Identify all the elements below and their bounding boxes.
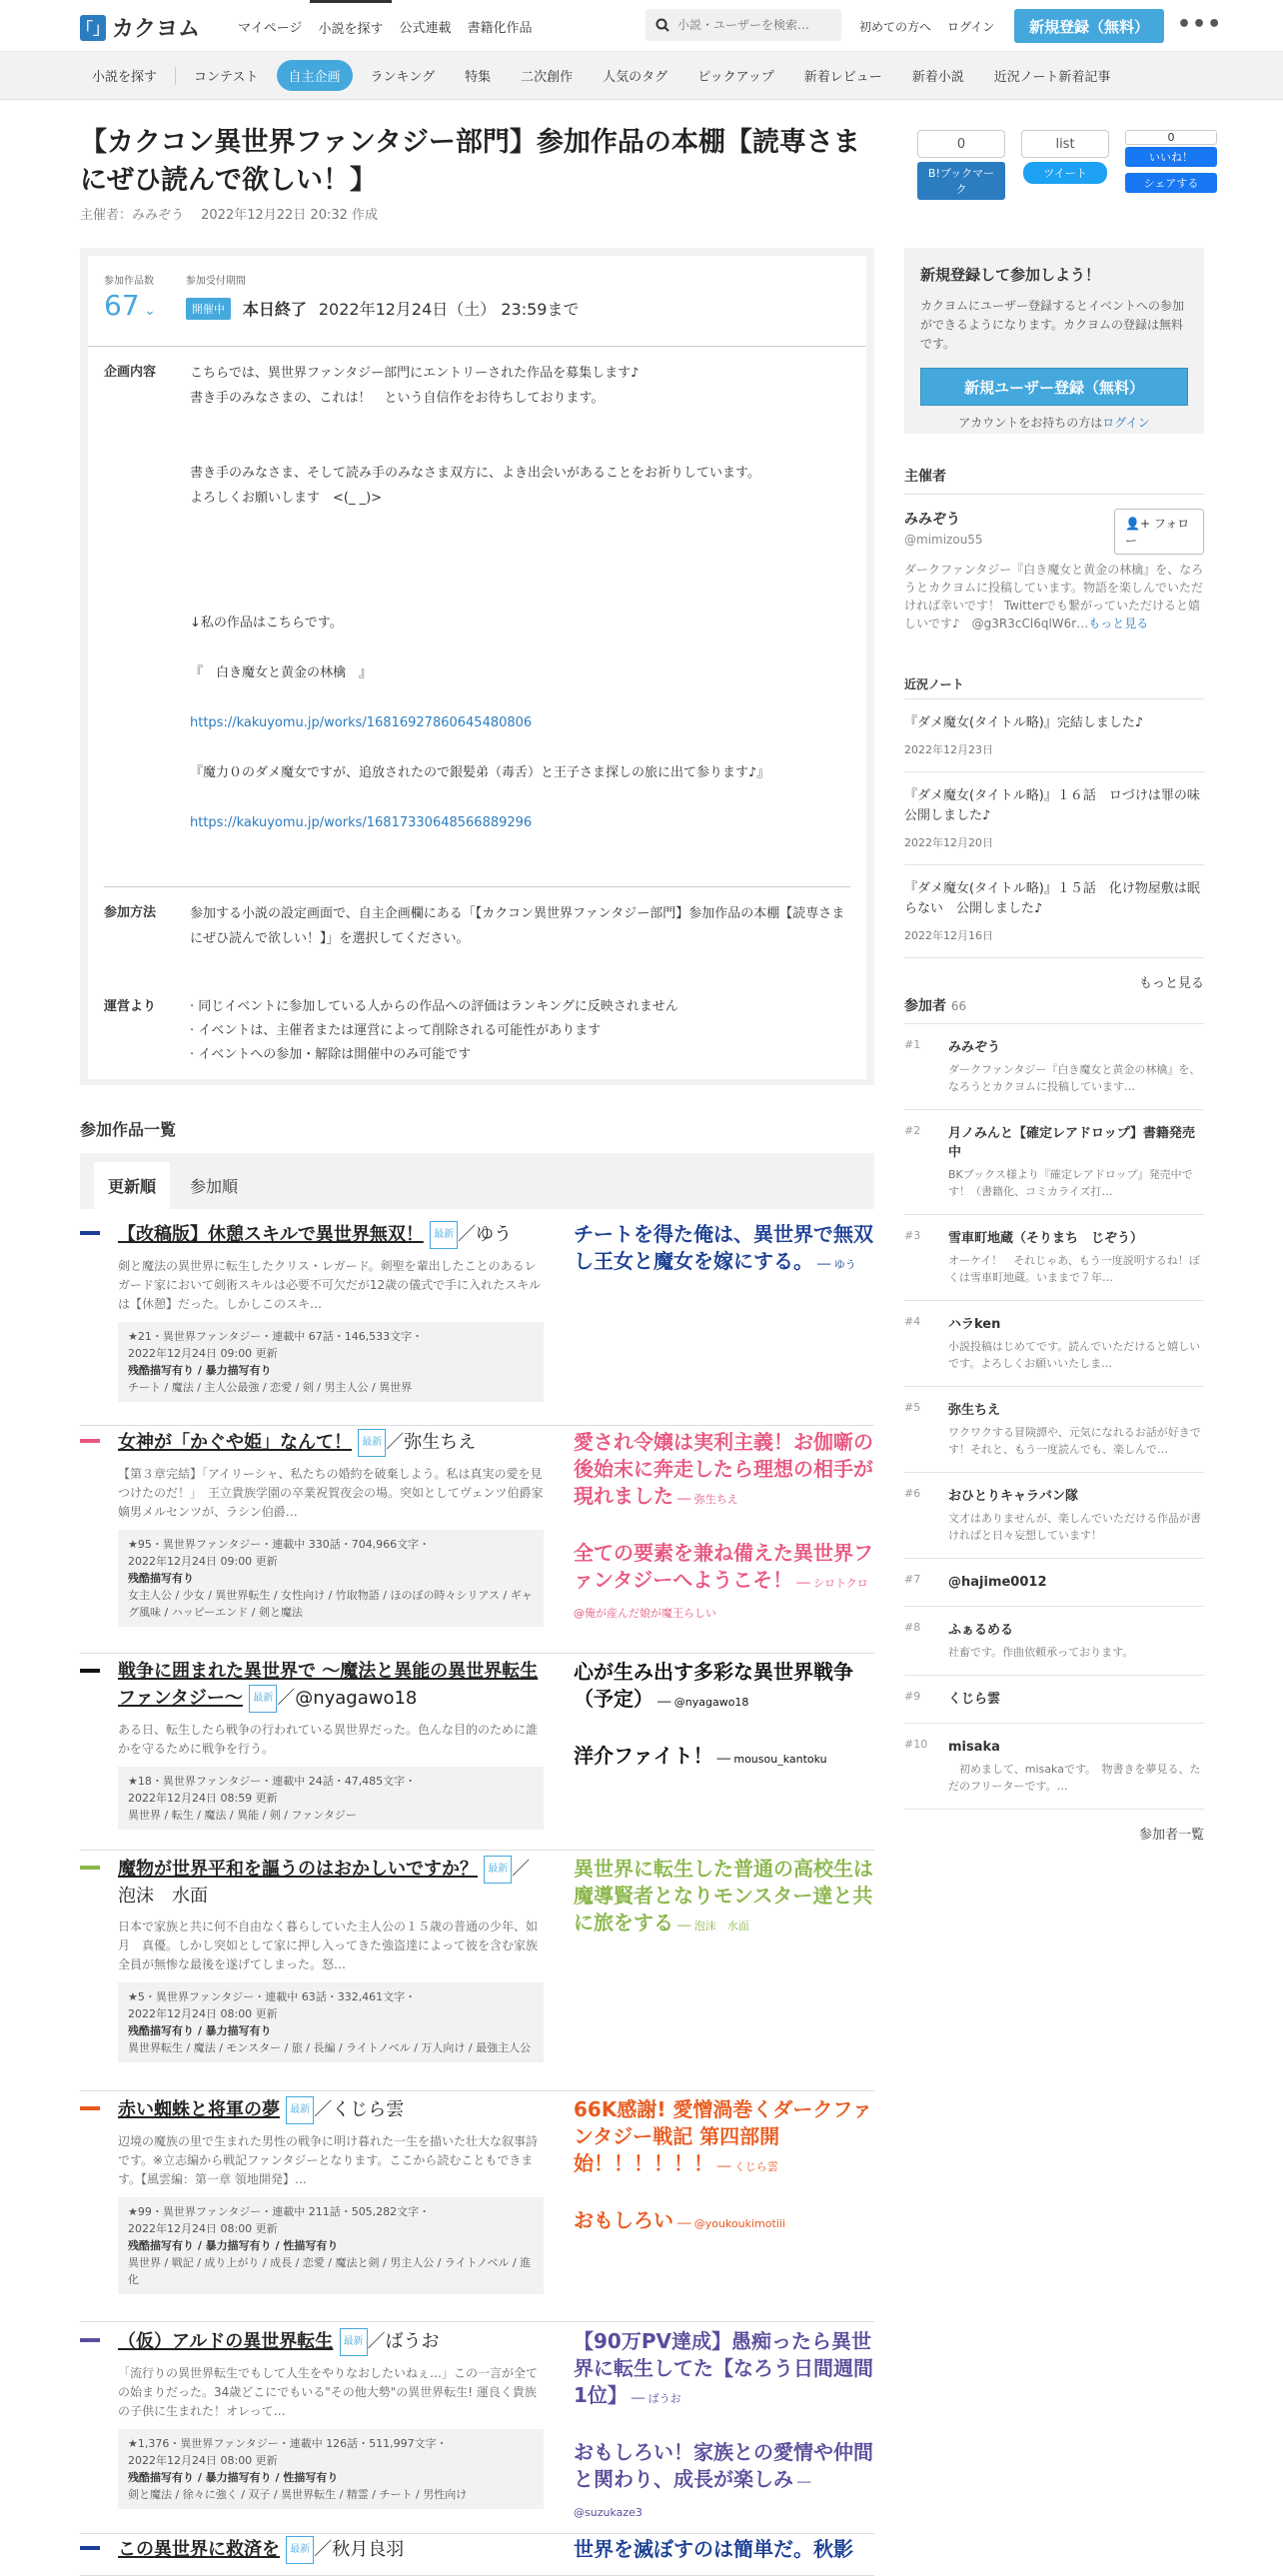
participant-name[interactable]: @hajime0012 bbox=[948, 1575, 1047, 1590]
end-title: 本日終了 bbox=[242, 300, 307, 319]
content-line: こちらでは、異世界ファンタジー部門にエントリーされた作品を募集します♪ bbox=[190, 366, 640, 381]
participants-heading: 参加者 bbox=[904, 998, 946, 1014]
period-label: 参加受付期間 bbox=[185, 276, 246, 287]
content-line: 『 白き魔女と黄金の林檎 』 bbox=[190, 665, 373, 680]
work-color-bar bbox=[80, 1669, 100, 1673]
join-register-button[interactable]: 新規ユーザー登録（無料） bbox=[920, 368, 1188, 406]
work-tags[interactable]: チート / 魔法 / 主人公最強 / 恋愛 / 剣 / 男主人公 / 異世界 bbox=[128, 1381, 413, 1394]
subnav-user-events[interactable]: 自主企画 bbox=[277, 60, 353, 91]
work-stats: ★1,376・異世界ファンタジー・連載中 126話・511,997文字・ bbox=[128, 2437, 448, 2450]
catchphrase[interactable]: 【90万PV達成】愚痴ったら異世界に転生してた【なろう日間週間1位】 ── ばうお bbox=[574, 2329, 873, 2407]
participant-item[interactable] bbox=[904, 1024, 1204, 1110]
content-line bbox=[190, 436, 769, 461]
catchphrase[interactable]: 心が生み出す多彩な異世界戦争（予定） ── @nyagawo18 bbox=[574, 1660, 853, 1711]
ops-section bbox=[88, 981, 866, 1079]
new-badge: 最新 bbox=[286, 2096, 314, 2124]
participant-rank: #6 bbox=[904, 1487, 921, 1500]
sub-nav bbox=[0, 52, 1283, 100]
nav-books[interactable]: 書籍化作品 bbox=[467, 20, 533, 36]
work-author[interactable]: ／くじら雲 bbox=[314, 2099, 405, 2120]
work-meta bbox=[118, 1530, 544, 1627]
hatena-bookmark-button[interactable]: B!ブックマーク bbox=[917, 162, 1005, 200]
search-input[interactable] bbox=[677, 18, 827, 32]
work-description: 日本で家族と共に何不自由なく暮らしていた主人公の１５歳の普通の少年、如月 真優。しかし突如として家に押し入ってきた強盗達によって彼を含む家族全員が無惨な最後を遂げてしまった。怒… bbox=[118, 1920, 539, 1971]
content-line: ↓私の作品はこちらです。 bbox=[190, 616, 343, 631]
work-stats: ★95・異世界ファンタジー・連載中 330話・704,966文字・ bbox=[128, 1538, 431, 1551]
work-description: 剣と魔法の異世界に転生したクリス・レガード。剣聖を輩出したことのあるレガード家において剣術スキルは必要不可欠だが12歳の儀式で手に入れたスキルは【休憩】だった。しかしこのスキ… bbox=[118, 1259, 542, 1311]
participant-name[interactable]: misaka bbox=[948, 1740, 1000, 1755]
subnav-tags[interactable]: 人気のタグ bbox=[603, 70, 668, 85]
participant-item[interactable] bbox=[904, 1387, 1204, 1473]
event-detail-box bbox=[80, 248, 874, 1085]
subnav-fanfic[interactable]: 二次創作 bbox=[521, 70, 574, 85]
work-warnings: 残酷描写有り / 暴力描写有り / 性描写有り bbox=[128, 2471, 339, 2484]
subnav-contest[interactable]: コンテスト bbox=[194, 70, 259, 85]
organizer-section bbox=[904, 466, 1204, 658]
catchphrase[interactable]: 異世界に転生した普通の高校生は魔導賢者となりモンスター達と共に旅をする ── 泡沫 水面 bbox=[574, 1857, 873, 1934]
work-tags[interactable]: 女主人公 / 少女 / 異世界転生 / 女性向け / 竹取物語 / ほのぼの時々シリアス / ギャグ風味 / ハッピーエンド / 剣と魔法 bbox=[128, 1589, 533, 1619]
fb-count: 0 bbox=[1125, 130, 1217, 145]
work-stats: ★99・異世界ファンタジー・連載中 211話・505,282文字・ bbox=[128, 2205, 431, 2218]
join-title: 新規登録して参加しよう！ bbox=[920, 266, 1101, 284]
work-updated: 2022年12月24日 08:00 更新 bbox=[128, 2454, 278, 2467]
note-item[interactable] bbox=[904, 772, 1213, 865]
work-warnings: 残酷描写有り bbox=[128, 1572, 194, 1585]
ops-item: · 同じイベントに参加している人からの作品への評価はランキングに反映されません bbox=[190, 999, 678, 1014]
work-warnings: 残酷描写有り / 暴力描写有り bbox=[128, 2024, 272, 2037]
new-badge: 最新 bbox=[286, 2536, 314, 2564]
work-warnings: 残酷描写有り / 暴力描写有り / 性描写有り bbox=[128, 2239, 339, 2252]
work-author[interactable]: ／秋月良羽 bbox=[314, 2539, 405, 2560]
works-list-title: 参加作品一覧 bbox=[80, 1120, 177, 1139]
content-line bbox=[190, 511, 769, 536]
work-tags[interactable]: 異世界転生 / 魔法 / モンスター / 旅 / 長編 / ライトノベル / 万人向け / 最強主人公 bbox=[128, 2041, 532, 2054]
catchphrase[interactable]: 全ての要素を兼ね備えた異世界ファンタジーへようこそ！ ── シロトクロ@俺が産んだ娘が魔王らしい bbox=[574, 1541, 873, 1620]
work-stats: ★21・異世界ファンタジー・連載中 67話・146,533文字・ bbox=[128, 1330, 424, 1343]
search-box[interactable] bbox=[645, 9, 841, 41]
subnav-divider bbox=[175, 67, 176, 85]
participant-rank: #3 bbox=[904, 1229, 921, 1242]
participant-item[interactable] bbox=[904, 1301, 1204, 1387]
work-item bbox=[80, 2536, 874, 2576]
new-badge: 最新 bbox=[358, 1429, 386, 1457]
subnav-find[interactable]: 小説を探す bbox=[92, 70, 158, 85]
work-updated: 2022年12月24日 09:00 更新 bbox=[128, 1555, 278, 1568]
notes-section bbox=[904, 675, 1213, 991]
participant-name[interactable]: ハラken bbox=[948, 1317, 1001, 1332]
work-item bbox=[80, 1659, 874, 1851]
participant-desc: 社畜です。作曲依頼承っております。 bbox=[948, 1646, 1134, 1659]
work-color-bar bbox=[80, 1231, 100, 1235]
participant-name[interactable]: 弥生ちえ bbox=[948, 1403, 1001, 1418]
work-description: ある日、転生したら戦争の行われている異世界だった。色んな目的のために誰かを守るために戦争を行う。 bbox=[118, 1723, 539, 1756]
count-label: 参加作品数 bbox=[104, 276, 154, 287]
work-author[interactable]: ／泡沫 水面 bbox=[118, 1859, 531, 1907]
participant-rank: #4 bbox=[904, 1315, 921, 1328]
content-link[interactable]: https://kakuyomu.jp/works/16816927860645480806 bbox=[190, 715, 533, 730]
follow-button[interactable]: 👤+ フォロー bbox=[1114, 509, 1204, 555]
login-link[interactable]: ログイン bbox=[947, 19, 995, 34]
social-buttons bbox=[917, 130, 1217, 200]
participant-desc: 初めまして、misakaです。 物書きを夢見る、ただのフリーターです。… bbox=[948, 1763, 1201, 1793]
note-item[interactable] bbox=[904, 699, 1204, 772]
list-count: list bbox=[1021, 130, 1109, 158]
participant-rank: #2 bbox=[904, 1124, 921, 1137]
nav-mypage[interactable]: マイページ bbox=[238, 20, 303, 36]
participants-list-link[interactable]: 参加者一覧 bbox=[1138, 1828, 1204, 1843]
organizer-name[interactable]: みみぞう bbox=[904, 512, 960, 528]
note-date: 2022年12月16日 bbox=[904, 929, 993, 942]
new-badge: 最新 bbox=[249, 1685, 277, 1713]
participant-rank: #8 bbox=[904, 1621, 921, 1634]
event-meta: 主催者：みみぞう 2022年12月22日 20:32 作成 bbox=[80, 208, 379, 223]
logo-text: カクヨム bbox=[112, 17, 201, 42]
organizer-heading: 主催者 bbox=[904, 466, 1204, 495]
notes-more-link[interactable]: もっと見る bbox=[1138, 976, 1204, 991]
works-tabs bbox=[80, 1153, 874, 1209]
participant-item[interactable] bbox=[904, 1215, 1204, 1301]
join-box bbox=[904, 248, 1204, 434]
login-prompt: アカウントをお持ちの方は bbox=[958, 416, 1103, 430]
work-color-bar bbox=[80, 2338, 100, 2342]
fb-share-button[interactable]: シェアする bbox=[1125, 173, 1217, 193]
new-badge: 最新 bbox=[430, 1221, 458, 1249]
participant-rank: #5 bbox=[904, 1401, 921, 1414]
catchphrase[interactable]: 世界を滅ぼすのは簡単だ。秋影 bbox=[574, 2537, 853, 2561]
participant-desc: ダークファンタジー『白き魔女と黄金の林檎』を、なろうとカクヨムに投稿しています… bbox=[948, 1063, 1201, 1093]
work-stats: ★18・異世界ファンタジー・連載中 24話・47,485文字・ bbox=[128, 1775, 417, 1788]
participant-item[interactable] bbox=[904, 1110, 1204, 1215]
global-header bbox=[0, 0, 1283, 52]
subnav-pickup[interactable]: ピックアップ bbox=[697, 70, 774, 85]
end-date: 2022年12月24日（土） 23:59まで bbox=[318, 300, 580, 319]
note-title[interactable]: 『ダメ魔女(タイトル略)』１５話 化け物屋敷は眠らない 公開しました♪ bbox=[904, 881, 1200, 916]
participant-item[interactable] bbox=[904, 1473, 1204, 1559]
work-item bbox=[80, 2096, 874, 2322]
work-tags[interactable]: 異世界 / 戦記 / 成り上がり / 成長 / 恋愛 / 魔法と剣 / 男主人公 / ライトノベル / 進化 bbox=[128, 2256, 532, 2286]
chevron-down-icon: ⌄ bbox=[139, 303, 156, 319]
work-title-link[interactable]: この異世界に救済を bbox=[118, 2539, 280, 2560]
content-link[interactable]: https://kakuyomu.jp/works/16817330648566889296 bbox=[190, 815, 533, 830]
work-meta bbox=[118, 2429, 544, 2509]
participant-item[interactable] bbox=[904, 1676, 1204, 1724]
work-item bbox=[80, 1221, 874, 1426]
tab-updated[interactable]: 更新順 bbox=[94, 1162, 170, 1209]
participant-name[interactable]: おひとりキャラバン隊 bbox=[948, 1489, 1079, 1504]
content-body bbox=[190, 361, 769, 872]
subnav-new-reviews[interactable]: 新着レビュー bbox=[803, 70, 882, 85]
work-tags[interactable]: 異世界 / 転生 / 魔法 / 異能 / 剣 / ファンタジー bbox=[128, 1809, 357, 1822]
fb-like-button[interactable]: いいね！ bbox=[1125, 147, 1217, 167]
join-login-link[interactable]: ログイン bbox=[1102, 416, 1150, 430]
more-menu-icon[interactable]: ••• bbox=[1177, 12, 1223, 37]
work-item bbox=[80, 1429, 874, 1654]
organizer-id: @mimizou55 bbox=[904, 533, 983, 547]
organizer-more-link[interactable]: もっと見る bbox=[1088, 617, 1149, 631]
participant-item[interactable] bbox=[904, 1607, 1204, 1676]
catchphrase[interactable]: 洋介ファイト！ ── mousou_kantoku bbox=[574, 1744, 827, 1768]
work-title-link[interactable]: 魔物が世界平和を謳うのはおかしいですか？ bbox=[118, 1859, 478, 1880]
participant-name[interactable]: 雪車町地蔵（そりまち じぞう） bbox=[948, 1231, 1144, 1246]
work-title-link[interactable]: 女神が「かぐや姫」なんて！ bbox=[118, 1432, 352, 1453]
content-line bbox=[190, 636, 769, 660]
global-nav bbox=[230, 0, 541, 52]
catchphrase[interactable]: 66K感謝! 愛憎渦巻くダークファンタジー戦記 第四部開始！！！！！！ ── くじら雲 bbox=[574, 2097, 873, 2175]
content-line bbox=[190, 785, 769, 810]
content-line bbox=[190, 411, 769, 436]
nav-find-novels[interactable]: 小説を探す bbox=[310, 0, 391, 52]
participant-name[interactable]: 月ノみんと【確定レアドロップ】書籍発売中 bbox=[948, 1126, 1195, 1160]
work-updated: 2022年12月24日 09:00 更新 bbox=[128, 1347, 278, 1360]
participant-rank: #1 bbox=[904, 1038, 921, 1051]
method-body: 参加する小説の設定画面で、自主企画欄にある「【カクコン異世界ファンタジー部門】参加作品の本棚【読専さまにぜひ読んで欲しい！】」を選択してください。 bbox=[190, 906, 845, 946]
work-meta bbox=[118, 1322, 544, 1402]
participant-name[interactable]: みみぞう bbox=[948, 1040, 1001, 1055]
work-meta bbox=[118, 1767, 544, 1830]
note-date: 2022年12月20日 bbox=[904, 836, 993, 849]
new-badge: 最新 bbox=[340, 2328, 368, 2356]
work-updated: 2022年12月24日 08:59 更新 bbox=[128, 1792, 278, 1805]
participant-desc: ワクワクする冒険譚や、元気になれるお話が好きです！それと、もう一度読んでも、楽しんで… bbox=[948, 1426, 1201, 1456]
work-meta bbox=[118, 1982, 544, 2062]
work-item bbox=[80, 1856, 874, 2091]
person-add-icon: 👤+ bbox=[1125, 517, 1150, 531]
subnav-features[interactable]: 特集 bbox=[465, 70, 492, 85]
content-label: 企画内容 bbox=[104, 365, 157, 380]
ops-item: · イベントへの参加・解除は開催中のみ可能です bbox=[190, 1047, 472, 1062]
work-description: 「流行りの異世界転生でもして人生をやりなおしたいねぇ…」この一言が全ての始まりだった。34歳どこにでもいる"その他大勢"の異世界転生! 運良く貴族の子供に生まれた！オレって… bbox=[118, 2366, 539, 2418]
tweet-button[interactable]: ツイート bbox=[1023, 162, 1107, 184]
participant-desc: オーケイ！ それじゃあ、もう一度説明するね！ぼくは雪車町地蔵。いままで７年… bbox=[948, 1254, 1200, 1284]
organizer-desc: ダークファンタジー『白き魔女と黄金の林檎』を、なろうとカクヨムに投稿しています。物語を楽しんでいただければ幸いです！ Twitterでも繋がっていただけると嬉しいです♪ @g3R3cCl6qlW6r…もっと見る bbox=[904, 563, 1204, 631]
catchphrase[interactable]: チートを得た俺は、異世界で無双し王女と魔女を嫁にする。 ── ゆう bbox=[574, 1222, 873, 1273]
content-line bbox=[190, 586, 769, 611]
content-line: 書き手のみなさまの、これは！ という自信作をお待ちしております。 bbox=[190, 391, 605, 406]
content-line bbox=[190, 685, 769, 710]
content-line bbox=[190, 536, 769, 561]
logo-mark: 「」 bbox=[80, 15, 106, 41]
work-warnings: 残酷描写有り / 暴力描写有り bbox=[128, 1364, 272, 1377]
entry-count[interactable]: 67 ⌄ bbox=[104, 289, 156, 322]
note-date: 2022年12月23日 bbox=[904, 743, 993, 756]
page-title: 【カクコン異世界ファンタジー部門】参加作品の本棚【読専さまにぜひ読んで欲しい！】 bbox=[80, 127, 860, 196]
participant-desc: 小説投稿はじめてです。読んでいただけると嬉しいです。よろしくお願いいたしま… bbox=[948, 1340, 1201, 1370]
work-title-link[interactable]: 赤い蜘蛛と将軍の夢 bbox=[118, 2099, 280, 2120]
search-icon bbox=[655, 18, 669, 32]
work-tags[interactable]: 剣と魔法 / 徐々に強く / 双子 / 異世界転生 / 精霊 / チート / 男性向け bbox=[128, 2488, 468, 2501]
participant-name[interactable]: くじら雲 bbox=[948, 1692, 1001, 1707]
work-title-link[interactable]: 【改稿版】休憩スキルで異世界無双！ bbox=[118, 1224, 424, 1245]
work-author[interactable]: ／弥生ちえ bbox=[386, 1432, 477, 1453]
work-color-bar bbox=[80, 2546, 100, 2550]
register-button[interactable]: 新規登録（無料） bbox=[1014, 9, 1164, 43]
new-badge: 最新 bbox=[484, 1856, 512, 1884]
participant-rank: #9 bbox=[904, 1690, 921, 1703]
work-stats: ★5・異世界ファンタジー・連載中 63話・332,461文字・ bbox=[128, 1990, 417, 2003]
work-description: 【第３章完結】「アイリーシャ、私たちの婚約を破棄しよう。私は真実の愛を見つけたのだ！」 王立貴族学園の卒業祝賀夜会の場。突如としてヴェンツ伯爵家嫡男メルセンツが、ラシン伯爵… bbox=[118, 1467, 544, 1519]
tab-joined[interactable]: 参加順 bbox=[190, 1177, 239, 1196]
work-item bbox=[80, 2328, 874, 2534]
status-badge: 開催中 bbox=[186, 298, 231, 320]
participant-item[interactable] bbox=[904, 1724, 1204, 1810]
participants-section bbox=[904, 995, 1204, 1843]
content-line bbox=[190, 735, 769, 760]
participant-desc: BKブックス様より『確定レアドロップ』発売中です！（書籍化、コミカライズ打… bbox=[948, 1168, 1193, 1198]
note-title[interactable]: 『ダメ魔女(タイトル略)』完結しました♪ bbox=[904, 715, 1144, 730]
work-updated: 2022年12月24日 08:00 更新 bbox=[128, 2007, 278, 2020]
subnav-ranking[interactable]: ランキング bbox=[370, 70, 436, 85]
participant-item[interactable] bbox=[904, 1559, 1204, 1607]
participants-count: 66 bbox=[950, 999, 967, 1013]
catchphrase[interactable]: 愛され令嬢は実利主義！お伽噺の後始末に奔走したら理想の相手が現れました ── 弥生ちえ bbox=[574, 1430, 873, 1508]
work-author[interactable]: ／ゆう bbox=[458, 1224, 513, 1245]
note-item[interactable] bbox=[904, 865, 1204, 958]
work-title-link[interactable]: （仮）アルドの異世界転生 bbox=[118, 2331, 334, 2352]
participant-rank: #7 bbox=[904, 1573, 921, 1586]
content-line: 書き手のみなさま、そして読み手のみなさま双方に、よき出会いがあることをお祈りしています。 bbox=[190, 466, 760, 481]
nav-official-series[interactable]: 公式連載 bbox=[399, 20, 452, 36]
join-desc: カクヨムにユーザー登録するとイベントへの参加ができるようになります。カクヨムの登録は無料です。 bbox=[920, 299, 1185, 351]
work-author[interactable]: ／@nyagawo18 bbox=[277, 1688, 418, 1709]
method-label: 参加方法 bbox=[104, 905, 157, 920]
work-description: 辺境の魔族の里で生まれた男性の戦争に明け暮れた一生を描いた壮大な叙事詩です。※立志編から戦記ファンタジーとなります。ここから読むこともできます。【風雲編：第一章 領地開発】… bbox=[118, 2134, 539, 2186]
work-color-bar bbox=[80, 1866, 100, 1870]
participant-name[interactable]: ふぁるめる bbox=[948, 1623, 1014, 1638]
work-author[interactable]: ／ばうお bbox=[367, 2331, 440, 2352]
subnav-new-notes[interactable]: 近況ノート新着記事 bbox=[993, 70, 1111, 85]
content-line bbox=[190, 561, 769, 586]
site-logo[interactable] bbox=[77, 12, 201, 43]
work-title-link[interactable]: 戦争に囲まれた異世界で 〜魔法と異能の異世界転生ファンタジー〜 bbox=[118, 1661, 539, 1709]
hatena-count: 0 bbox=[917, 130, 1005, 158]
work-color-bar bbox=[80, 1439, 100, 1443]
subnav-new-novels[interactable]: 新着小説 bbox=[911, 70, 964, 85]
catchphrase[interactable]: おもしろい！家族との愛情や仲間と関わり、成長が楽しみ ── @suzukaze3 bbox=[574, 2440, 873, 2519]
beginners-link[interactable]: 初めての方へ bbox=[859, 19, 932, 34]
note-title[interactable]: 『ダメ魔女(タイトル略)』１６話 ロづけは罪の味 公開しました♪ bbox=[904, 788, 1213, 823]
work-meta bbox=[118, 2197, 544, 2294]
content-line: 『魔力０のダメ魔女ですが、追放されたので銀髪弟（毒舌）と王子さま探しの旅に出て参ります♪』 bbox=[190, 765, 770, 780]
participant-desc: 文才はありませんが、楽しんでいただける作品が書ければと日々妄想しています！ bbox=[948, 1512, 1201, 1542]
catchphrase[interactable]: おもしろい ── @youkoukimotiii bbox=[574, 2208, 785, 2232]
participant-rank: #10 bbox=[904, 1738, 928, 1751]
ops-label: 運営より bbox=[104, 999, 157, 1014]
work-updated: 2022年12月24日 08:00 更新 bbox=[128, 2222, 278, 2235]
notes-heading: 近況ノート bbox=[904, 675, 1204, 699]
ops-item: · イベントは、主催者または運営によって削除される可能性があります bbox=[190, 1023, 602, 1038]
content-line: よろしくお願いします <(_ _)> bbox=[190, 491, 383, 506]
work-color-bar bbox=[80, 2106, 100, 2110]
